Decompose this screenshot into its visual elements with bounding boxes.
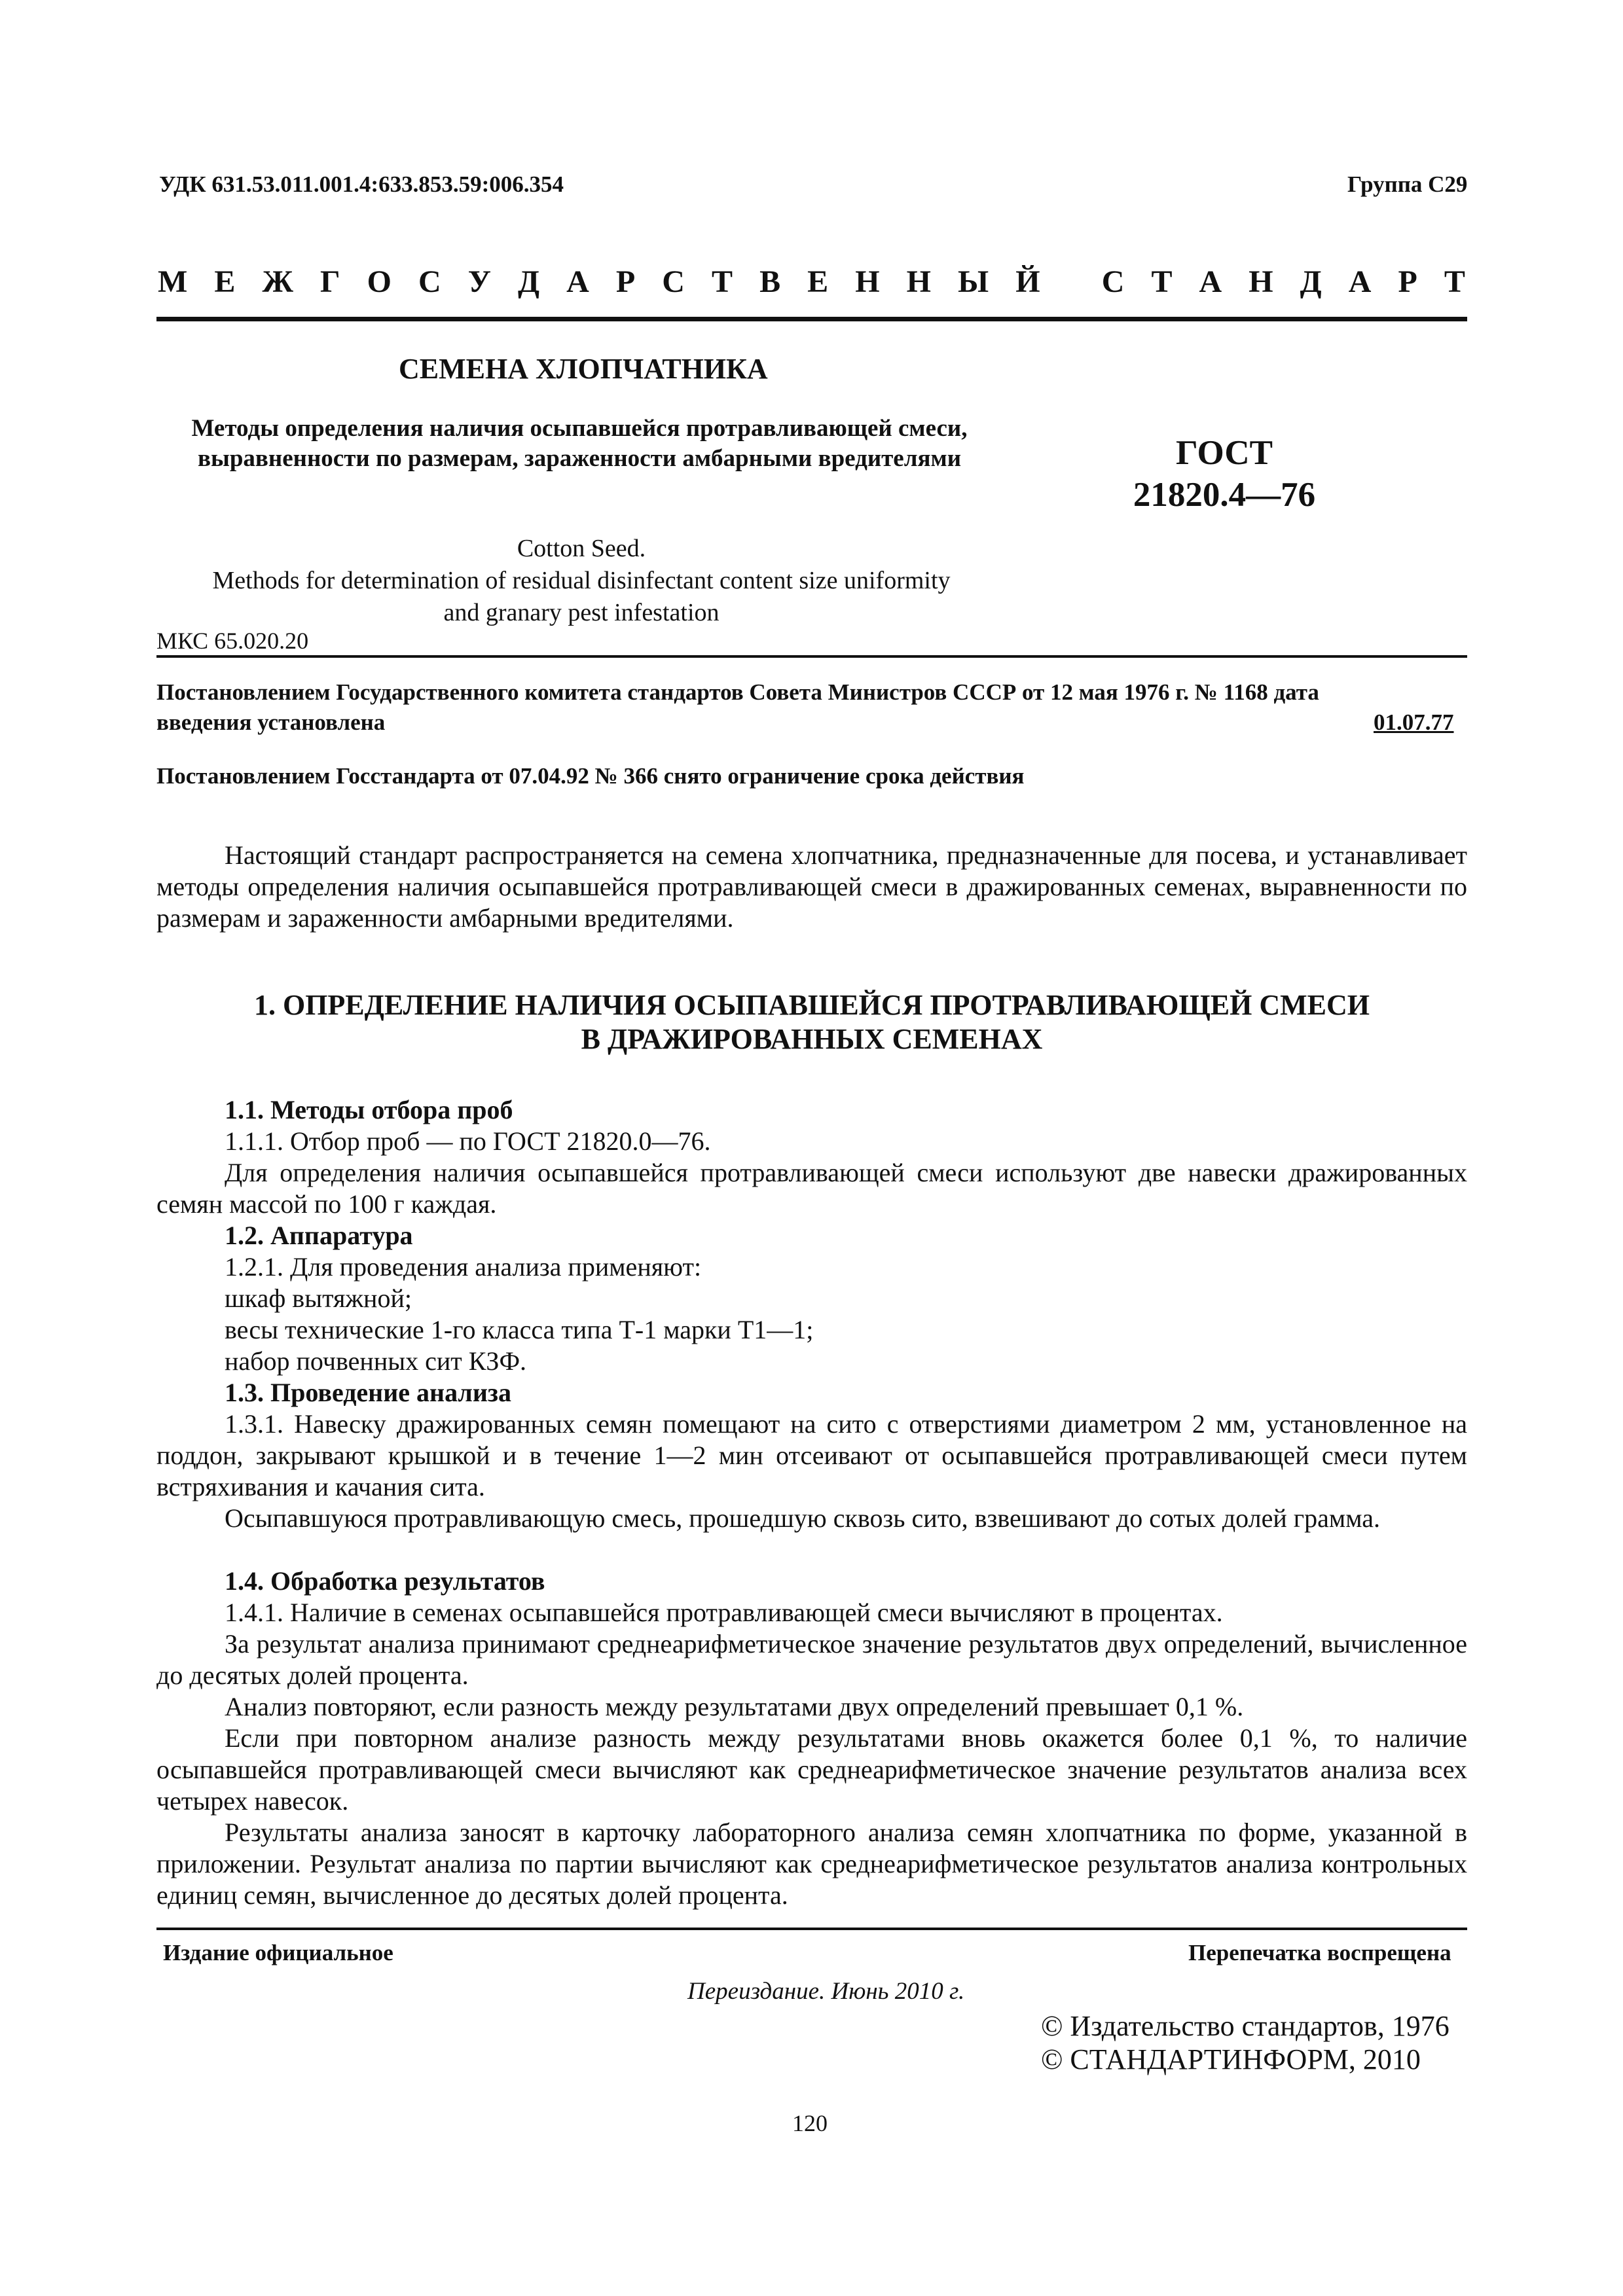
heading-letter: А [1348, 264, 1372, 299]
heading-letter: Р [1398, 264, 1417, 299]
footer-rule [156, 1928, 1467, 1930]
clause-1-1-1-text: Для определения наличия осыпавшейся протравливающей смеси используют две навески дражированных семян массой по 100 г каждая. [156, 1158, 1467, 1219]
reprint-prohibited-label: Перепечатка воспрещена [1188, 1940, 1451, 1965]
heading-letter: Е [807, 264, 829, 299]
english-title-line-3: and granary pest infestation [443, 599, 720, 626]
document-title: СЕМЕНА ХЛОПЧАТНИКА [399, 353, 768, 385]
heading-letter: Ы [958, 264, 989, 299]
clause-1-4-1-text-1: За результат анализа принимают среднеарифметическое значение результатов двух определений, вычисленное до десятых долей процента. [156, 1629, 1467, 1690]
section-1-heading-line-1: 1. ОПРЕДЕЛЕНИЕ НАЛИЧИЯ ОСЫПАВШЕЙСЯ ПРОТРАВЛИВАЮЩЕЙ СМЕСИ [253, 989, 1370, 1021]
intro-paragraph: Настоящий стандарт распространяется на семена хлопчатника, предназначенные для посева, и устанавливает методы определения наличия осыпавшейся протравливающей смеси в дражированных семенах, выравненности по размерам и зараженности амбарными вредителями. [156, 840, 1467, 933]
subsection-1-2-title: 1.2. Аппаратура [225, 1221, 413, 1250]
heading-letter: Й [1015, 264, 1040, 299]
subsection-1-4-title: 1.4. Обработка результатов [225, 1566, 545, 1596]
clause-1-4-1: 1.4.1. Наличие в семенах осыпавшейся протравливающей смеси вычисляют в процентах. [225, 1598, 1223, 1627]
heading-letter: С [418, 264, 441, 299]
decree-1-line-2: введения установлена [156, 709, 386, 735]
heading-letter: Н [1249, 264, 1273, 299]
page-number: 120 [792, 2110, 828, 2136]
heading-letter: М [158, 264, 188, 299]
equipment-item-2: весы технические 1-го класса типа Т-1 марки Т1—1; [225, 1315, 814, 1344]
mks-code: МКС 65.020.20 [156, 628, 309, 654]
heading-letter: Е [214, 264, 236, 299]
english-title [156, 533, 1007, 629]
heading-letter: В [759, 264, 781, 299]
official-edition-label: Издание официальное [163, 1940, 393, 1965]
effective-date: 01.07.77 [1374, 709, 1454, 735]
equipment-item-3: набор почвенных сит КЗФ. [225, 1346, 527, 1376]
heading-letter: С [662, 264, 685, 299]
heading-letter: Д [518, 264, 540, 299]
heading-letter [1067, 264, 1075, 300]
clause-1-4-1-text-2: Анализ повторяют, если разность между результатами двух определений превышает 0,1 %. [225, 1692, 1244, 1721]
heading-letter: У [467, 264, 491, 299]
heading-letter: Н [906, 264, 931, 299]
standard-type-heading [158, 264, 1465, 300]
clause-1-3-1: 1.3.1. Навеску дражированных семян помещают на сито с отверстиями диаметром 2 мм, установленное на поддон, закрывают крышкой и в течение 1—2 мин отсеивают от осыпавшейся протравливающей смеси путем встряхивания и качания сита. [156, 1409, 1467, 1501]
clause-1-1-1: 1.1.1. Отбор проб — по ГОСТ 21820.0—76. [225, 1126, 711, 1156]
subsection-1-1-title: 1.1. Методы отбора проб [225, 1095, 513, 1124]
heading-letter: А [566, 264, 589, 299]
heading-letter: Н [855, 264, 880, 299]
section-1-heading-line-2: В ДРАЖИРОВАННЫХ СЕМЕНАХ [581, 1023, 1043, 1055]
gost-label: ГОСТ [1176, 434, 1273, 472]
decree-1-line-1: Постановлением Государственного комитета стандартов Совета Министров СССР от 12 мая 1976 г. № 1168 дата [156, 679, 1319, 705]
english-title-line-1: Cotton Seed. [517, 535, 646, 562]
english-title-line-2: Methods for determination of residual disinfectant content size uniformity [212, 567, 951, 594]
clause-1-3-1-text: Осыпавшуюся протравливающую смесь, прошедшую сквозь сито, взвешивают до сотых долей грамма. [225, 1503, 1381, 1533]
section-1-heading [156, 988, 1467, 1056]
clause-1-4-1-text-4: Результаты анализа заносят в карточку лабораторного анализа семян хлопчатника по форме, указанной в приложении. Результат анализа по партии вычисляют как среднеарифметическое результатов анализа контрольных единиц семян, вычисленное до десятых долей процента. [156, 1818, 1467, 1910]
clause-1-2-1: 1.2.1. Для проведения анализа применяют: [225, 1252, 702, 1282]
subsection-1-3-title: 1.3. Проведение анализа [225, 1378, 511, 1407]
title-rule [156, 655, 1467, 658]
copyright-1: © Издательство стандартов, 1976 [1041, 2010, 1450, 2042]
heading-letter: О [367, 264, 392, 299]
equipment-item-1: шкаф вытяжной; [225, 1283, 412, 1313]
heading-letter: Г [319, 264, 340, 299]
clause-1-4-1-text-3: Если при повторном анализе разность между результатами вновь окажется более 0,1 %, то наличие осыпавшейся протравливающей смеси вычисляют как среднеарифметическое значение результатов анализа всех четырех навесок. [156, 1723, 1467, 1816]
document-subtitle: Методы определения наличия осыпавшейся протравливающей смеси, выравненности по размерам, зараженности амбарными вредителями [191, 415, 968, 472]
decree-2: Постановлением Госстандарта от 07.04.92 № 366 снято ограничение срока действия [156, 763, 1025, 789]
group-code: Группа С29 [1347, 171, 1468, 197]
heading-letter: Т [711, 264, 733, 299]
heading-letter: Ж [262, 264, 293, 299]
header-rule [156, 317, 1467, 321]
heading-letter: С [1101, 264, 1125, 299]
copyright-2: © СТАНДАРТИНФОРМ, 2010 [1041, 2043, 1421, 2075]
udk-code: УДК 631.53.011.001.4:633.853.59:006.354 [159, 171, 564, 197]
heading-letter: А [1199, 264, 1222, 299]
gost-designation [1106, 432, 1342, 516]
heading-letter: Р [615, 264, 636, 299]
heading-letter: Д [1300, 264, 1322, 299]
heading-letter: Т [1444, 264, 1465, 299]
gost-number: 21820.4—76 [1133, 476, 1316, 514]
reissue-note: Переиздание. Июнь 2010 г. [687, 1978, 965, 2005]
heading-letter: Т [1151, 264, 1173, 299]
